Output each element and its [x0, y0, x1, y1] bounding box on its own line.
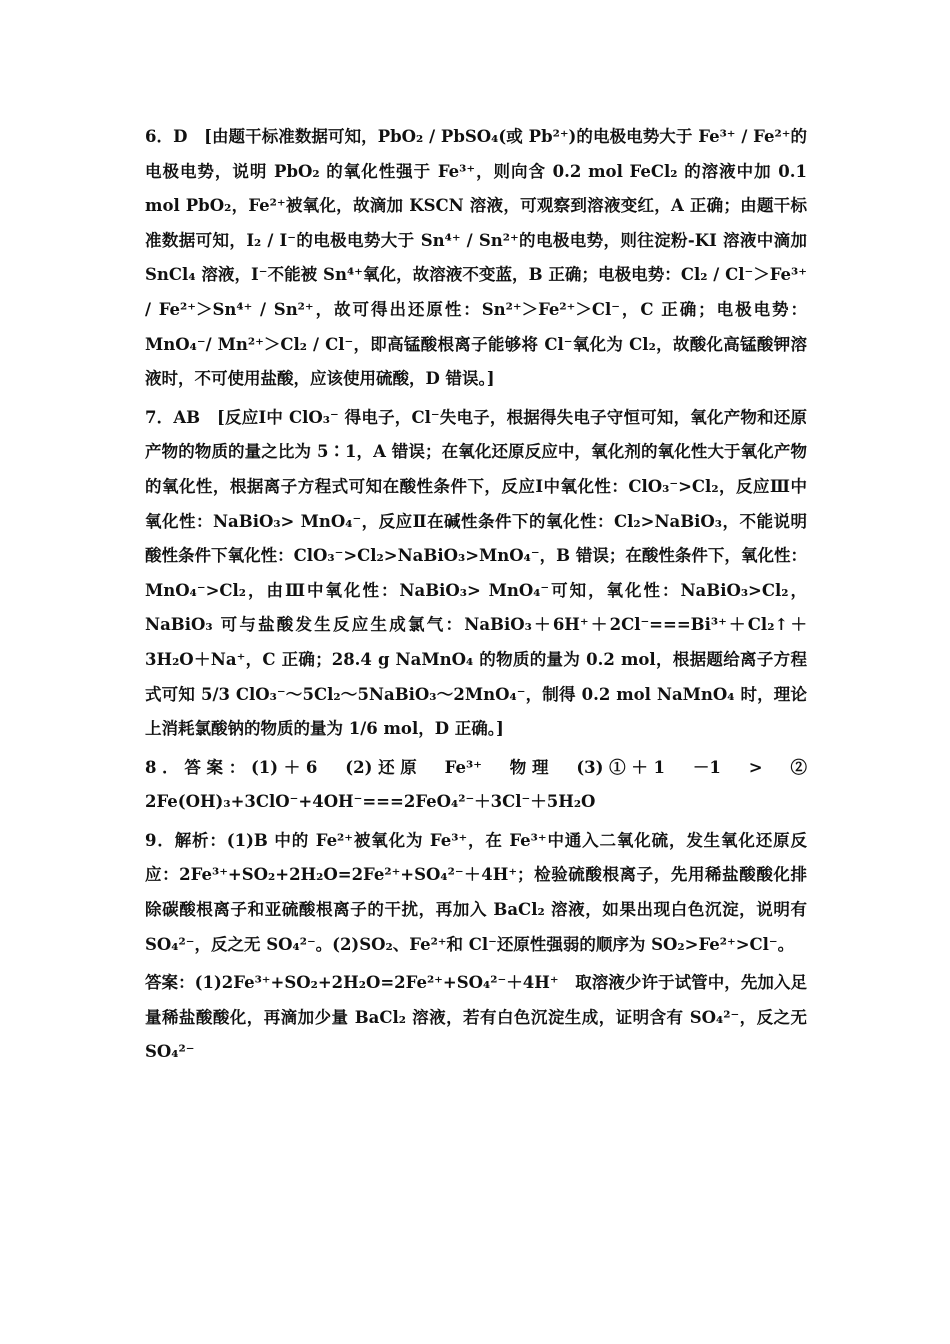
answer-9-analysis: 9．解析：(1)B 中的 Fe²⁺被氧化为 Fe³⁺，在 Fe³⁺中通入二氧化硫，发生氧化还原反应：2Fe³⁺+SO₂+2H₂O=2Fe²⁺+SO₄²⁻＋4H⁺；检验硫酸根离子，先用稀盐酸酸化排除碳酸根离子和亚硫酸根离子的干扰，再加入 BaCl₂ 溶液，如果出现白色沉淀，说明有 SO₄²⁻，反之无 SO₄²⁻。(2)SO₂、Fe²⁺和 Cl⁻还原性强弱的顺序为 SO₂>Fe²⁺>Cl⁻。	[145, 830, 813, 954]
answer-7: 7．AB [反应Ⅰ中 ClO₃⁻ 得电子，Cl⁻失电子，根据得失电子守恒可知，氧化产物和还原产物的物质的量之比为 5∶1，A 错误；在氧化还原反应中，氧化剂的氧化性大于氧化产物的氧化性，根据离子方程式可知在酸性条件下，反应Ⅰ中氧化性：ClO₃⁻>Cl₂，反应Ⅲ中氧化性：NaBiO₃> MnO₄⁻，反应Ⅱ在碱性条件下的氧化性：Cl₂>NaBiO₃，不能说明酸性条件下氧化性：ClO₃⁻>Cl₂>NaBiO₃>MnO₄⁻，B 错误；在酸性条件下，氧化性：MnO₄⁻>Cl₂，由Ⅲ中氧化性：NaBiO₃> MnO₄⁻可知，氧化性：NaBiO₃>Cl₂，NaBiO₃ 可与盐酸发生反应生成氯气：NaBiO₃＋6H⁺＋2Cl⁻===Bi³⁺＋Cl₂↑＋3H₂O＋Na⁺，C 正确；28.4 g NaMnO₄ 的物质的量为 0.2 mol，根据题给离子方程式可知 5/3 ClO₃⁻～5Cl₂～5NaBiO₃～2MnO₄⁻，制得 0.2 mol NaMnO₄ 时，理论上消耗氯酸钠的物质的量为 1/6 mol，D 正确。]	[145, 407, 807, 739]
answer-6: 6．D [由题干标准数据可知，PbO₂ / PbSO₄(或 Pb²⁺)的电极电势大于 Fe³⁺ / Fe²⁺的电极电势，说明 PbO₂ 的氧化性强于 Fe³⁺，则向含 0.2 mol FeCl₂ 的溶液中加 0.1 mol PbO₂，Fe²⁺被氧化，故滴加 KSCN 溶液，可观察到溶液变红，A 正确；由题干标准数据可知，I₂ / I⁻的电极电势大于 Sn⁴⁺ / Sn²⁺的电极电势，则往淀粉-KI 溶液中滴加 SnCl₄ 溶液，I⁻不能被 Sn⁴⁺氧化，故溶液不变蓝，B 正确；电极电势：Cl₂ / Cl⁻＞Fe³⁺ / Fe²⁺＞Sn⁴⁺ / Sn²⁺，故可得出还原性：Sn²⁺＞Fe²⁺＞Cl⁻，C 正确；电极电势：MnO₄⁻/ Mn²⁺＞Cl₂ / Cl⁻，即高锰酸根离子能够将 Cl⁻氧化为 Cl₂，故酸化高锰酸钾溶液时，不可使用盐酸，应该使用硫酸，D 错误。]	[145, 127, 813, 389]
answer-8: 8．答案：(1)＋6 (2)还原 Fe³⁺ 物理 (3)①＋1 －1 > ② 2Fe(OH)₃+3ClO⁻+4OH⁻===2FeO₄²⁻＋3Cl⁻＋5H₂O	[145, 757, 813, 812]
answer-9: 答案：(1)2Fe³⁺+SO₂+2H₂O=2Fe²⁺+SO₄²⁻＋4H⁺ 取溶液少许于试管中，先加入足量稀盐酸酸化，再滴加少量 BaCl₂ 溶液，若有白色沉淀生成，证明含有 SO₄²⁻，反之无 SO₄²⁻	[145, 973, 813, 1062]
answer-text	[145, 120, 813, 1070]
